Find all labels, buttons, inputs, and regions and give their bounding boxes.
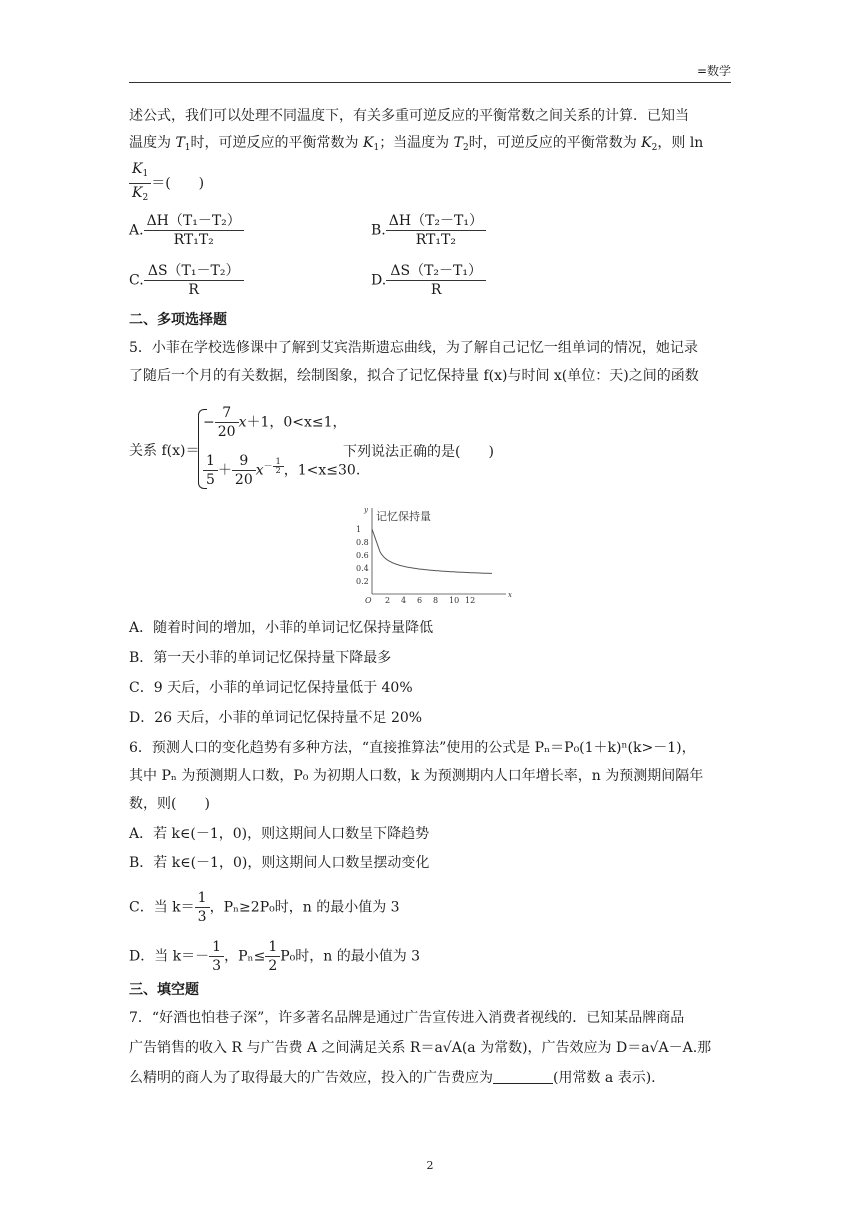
q6-line2: 其中 Pₙ 为预测期人口数，P₀ 为初期人口数，k 为预测期内人口年增长率，n 为预测期间隔年 bbox=[129, 768, 704, 784]
q7-line3: 么精明的商人为了取得最大的广告效应，投入的广告费应为 (用常数 a 表示). bbox=[129, 1070, 656, 1086]
q6-line3: 数，则( ) bbox=[129, 796, 210, 812]
q5-question-tail: 下列说法正确的是( ) bbox=[343, 444, 494, 460]
q6-option-d: D．当 k＝－ $\frac{1}{3}$ ，Pₙ≤ $\frac{1}{2}$ P₀时，n 的最小值为 3 bbox=[129, 939, 421, 974]
q4-option-c: C. $\frac{\text{ΔS（T₁－T₂）}}{R}$ bbox=[129, 262, 244, 299]
x-tick-label: 6 bbox=[417, 596, 423, 605]
q4-line2: 温度为 $T_1$时，可逆反应的平衡常数为 $K_1$；当温度为 $T_2$时，可逆反应的平衡常数为 $K_2$，则 ln bbox=[129, 135, 704, 153]
q5-line1: 5．小菲在学校选修课中了解到艾宾浩斯遗忘曲线，为了解自己记忆一组单词的情况，她记录 bbox=[129, 340, 698, 356]
page-number: 2 bbox=[426, 1159, 434, 1172]
q5-line2: 了随后一个月的有关数据，绘制图象，拟合了记忆保持量 f(x)与时间 x(单位：天)之间的函数 bbox=[129, 368, 699, 384]
chart-title: 记忆保持量 bbox=[376, 510, 431, 523]
q6-option-b: B．若 k∈(－1，0)，则这期间人口数呈摆动变化 bbox=[129, 855, 430, 871]
section-2-title: 二、多项选择题 bbox=[129, 312, 227, 328]
q6-option-c: C．当 k＝ $\frac{1}{3}$ ，Pₙ≥2P₀时，n 的最小值为 3 bbox=[129, 890, 400, 925]
x-tick-label: 8 bbox=[433, 596, 439, 605]
q4-stem-end: $\frac{K_1}{K_2}$ ＝( ) bbox=[129, 160, 204, 207]
q5-option-a: A．随着时间的增加，小菲的单词记忆保持量降低 bbox=[129, 620, 434, 636]
y-tick-label: 1 bbox=[356, 525, 362, 534]
q5-option-b: B．第一天小菲的单词记忆保持量下降最多 bbox=[129, 650, 392, 666]
header-subject: =数学 bbox=[696, 64, 731, 78]
x-tick-label: 4 bbox=[401, 596, 407, 605]
q6-line1: 6．预测人口的变化趋势有多种方法，“直接推算法”使用的公式是 Pₙ＝P₀(1＋k)ⁿ(k>－1)， bbox=[129, 740, 696, 756]
origin-label: O bbox=[365, 596, 372, 605]
x-tick-label: 2 bbox=[385, 596, 391, 605]
y-tick-label: 0.2 bbox=[356, 577, 369, 586]
q7-line2: 广告销售的收入 R 与广告费 A 之间满足关系 R＝a√A(a 为常数)，广告效应为 D＝a√A－A.那 bbox=[129, 1040, 712, 1056]
answer-blank[interactable] bbox=[493, 1069, 553, 1084]
q5-option-d: D．26 天后，小菲的单词记忆保持量不足 20% bbox=[129, 710, 423, 726]
q4-option-a: A. $\frac{\text{ΔH（T₁－T₂）}}{\text{RT₁T₂}}$ bbox=[129, 212, 244, 249]
retention-curve bbox=[372, 529, 492, 573]
x-axis-label: x bbox=[508, 591, 512, 599]
q6-option-a: A．若 k∈(－1，0)，则这期间人口数呈下降趋势 bbox=[129, 826, 430, 842]
y-tick-label: 0.6 bbox=[356, 551, 369, 560]
retention-curve-chart bbox=[340, 502, 510, 604]
y-tick-label: 0.8 bbox=[356, 538, 369, 547]
page-header bbox=[129, 62, 731, 83]
y-tick-label: 0.4 bbox=[356, 564, 369, 573]
q5-case1: − $\frac{7}{20}$ x＋1，0<x≤1， bbox=[203, 405, 347, 440]
q4-option-d: D. $\frac{\text{ΔS（T₂－T₁）}}{R}$ bbox=[371, 262, 486, 299]
x-tick-label: 10 bbox=[449, 596, 460, 605]
q4-line1: 述公式，我们可以处理不同温度下，有关多重可逆反应的平衡常数之间关系的计算．已知当 bbox=[129, 108, 689, 124]
q5-option-c: C．9 天后，小菲的单词记忆保持量低于 40% bbox=[129, 680, 413, 696]
y-axis-label: y bbox=[364, 506, 368, 514]
q5-relation-label: 关系 f(x)＝ bbox=[129, 443, 200, 459]
q5-case2: $\frac{1}{5}$ ＋ $\frac{9}{20}$ $x^{- \frac{1}{2}}$ ，1<x≤30. bbox=[203, 452, 360, 489]
section-3-title: 三、填空题 bbox=[129, 982, 199, 998]
q4-option-b: B. $\frac{\text{ΔH（T₂－T₁）}}{\text{RT₁T₂}}$ bbox=[371, 212, 486, 249]
x-tick-label: 12 bbox=[465, 596, 476, 605]
q7-line1: 7．“好酒也怕巷子深”，许多著名品牌是通过广告宣传进入消费者视线的．已知某品牌商品 bbox=[129, 1010, 685, 1026]
